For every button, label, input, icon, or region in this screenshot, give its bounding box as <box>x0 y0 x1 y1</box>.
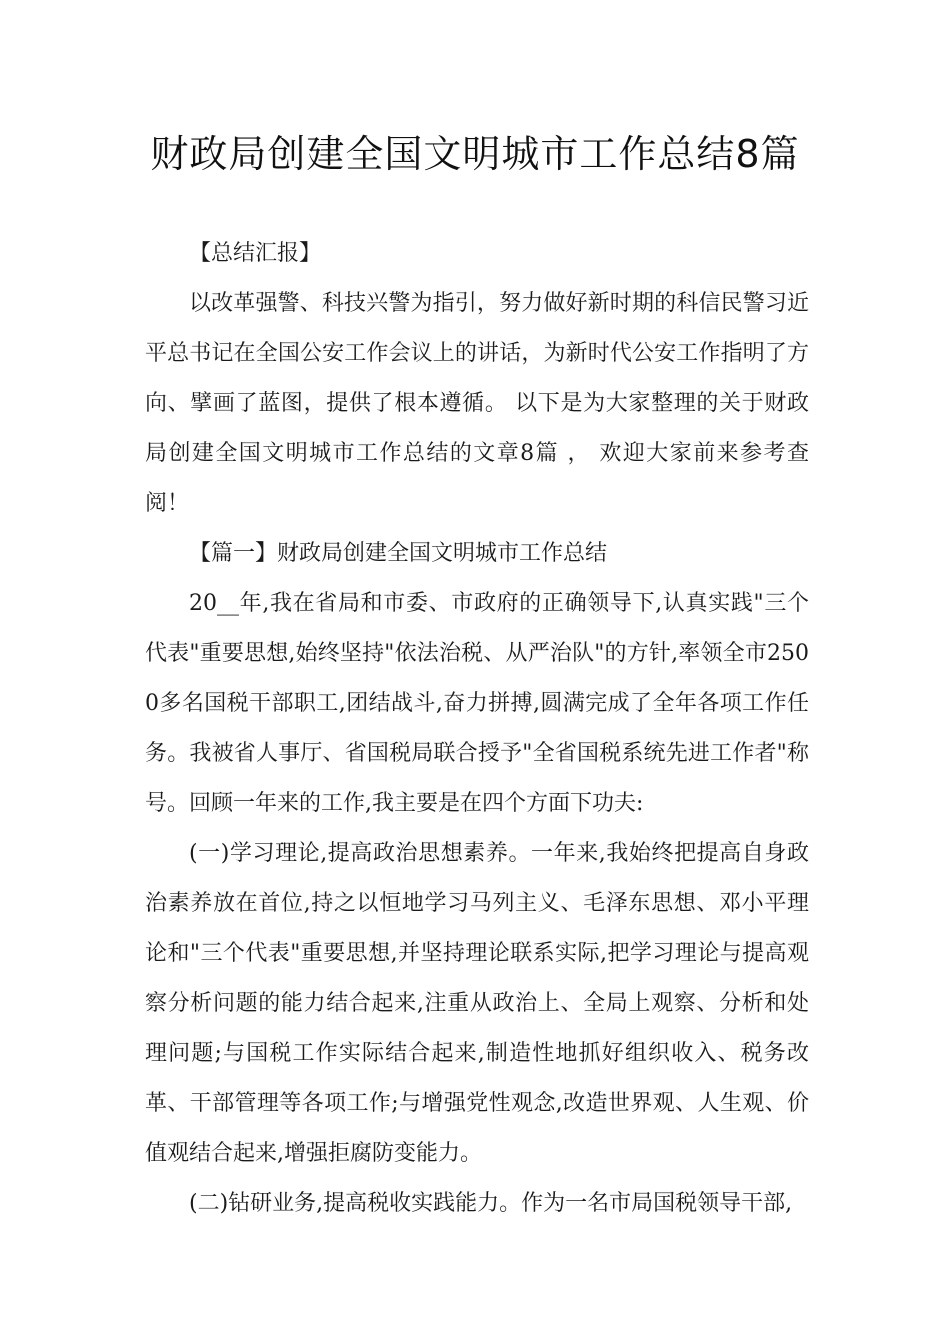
body-paragraph: (二)钻研业务,提高税收实践能力。作为一名市局国税领导干部, <box>189 1191 793 1216</box>
intro-paragraph: 以改革强警、科技兴警为指引，努力做好新时期的科信民警习近平总书记在全国公安工作会议上的讲话，为新时代公安工作指明了方向、擘画了蓝图，提供了根本遵循。 以下是为大家整理的关于财政局创建全国文明城市工作总结的文章8篇 ， 欢迎大家前来参考查阅！ <box>145 291 809 516</box>
document-title: 财政局创建全国文明城市工作总结8篇 <box>150 132 800 176</box>
section-label: 【总结汇报】 <box>189 241 322 266</box>
part-one-heading: 【篇一】财政局创建全国文明城市工作总结 <box>189 541 608 566</box>
body-paragraph: 20__年,我在省局和市委、市政府的正确领导下,认真实践"三个代表"重要思想,始终坚持"依法治税、从严治队"的方针,率领全市2500多名国税干部职工,团结战斗,奋力拼搏,圆满完成了全年各项工作任务。我被省人事厅、省国税局联合授予"全省国税系统先进工作者"称号。回顾一年来的工作,我主要是在四个方面下功夫: <box>145 591 809 816</box>
body-paragraph: (一)学习理论,提高政治思想素养。一年来,我始终把提高自身政治素养放在首位,持之以恒地学习马列主义、毛泽东思想、邓小平理论和"三个代表"重要思想,并坚持理论联系实际,把学习理论与提高观察分析问题的能力结合起来,注重从政治上、全局上观察、分析和处理问题;与国税工作实际结合起来,制造性地抓好组织收入、税务改革、干部管理等各项工作;与增强党性观念,改造世界观、人生观、价值观结合起来,增强拒腐防变能力。 <box>145 841 809 1166</box>
document-body <box>145 229 809 1229</box>
